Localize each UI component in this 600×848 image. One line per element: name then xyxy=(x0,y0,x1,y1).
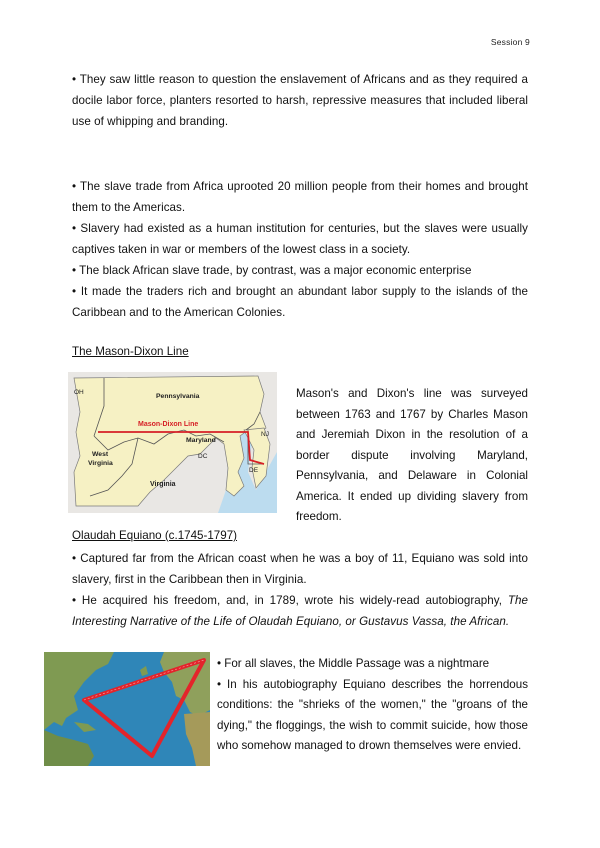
slave-trade-list xyxy=(72,176,528,323)
map-label-maryland: Maryland xyxy=(186,437,216,444)
mason-dixon-text: Mason's and Dixon's line was surveyed between 1763 and 1767 by Charles Mason and Jeremiah Dixon in the resolution of a border dispute involving Maryland, Pennsylvania, and Delaware in Colonial America. It ended up dividing slavery from freedom. xyxy=(296,387,528,523)
map-label-de: DE xyxy=(249,467,259,474)
bullet-equiano-captured: • Captured far from the African coast when he was a boy of 11, Equiano was sold into slavery, first in the Caribbean then in Virginia. xyxy=(72,552,528,586)
equiano-freedom-text: • He acquired his freedom, and, in 1789, wrote his widely-read autobiography, xyxy=(72,594,508,607)
middle-passage-text xyxy=(217,654,528,757)
bullet-equiano-conditions: • In his autobiography Equiano describes the horrendous conditions: the "shrieks of the women," the "groans of the dying," the floggings, the wish to commit suicide, how those who somehow managed to drown themselves were envied. xyxy=(217,677,528,752)
map-label-west: West xyxy=(92,451,109,458)
equiano-heading: Olaudah Equiano (c.1745-1797) xyxy=(72,529,238,542)
map-label-pennsylvania: Pennsylvania xyxy=(156,393,200,400)
bullet-economic-enterprise: • The black African slave trade, by contrast, was a major economic enterprise xyxy=(72,264,472,277)
equiano-book-title: The Interesting Narrative of the Life of Olaudah Equiano, or Gustavus Vassa, the African. xyxy=(72,594,528,628)
bullet-slavery-existed: • Slavery had existed as a human institution for centuries, but the slaves were usually captives taken in war or members of the lowest class in a society. xyxy=(72,222,528,256)
bullet-middle-passage-nightmare: • For all slaves, the Middle Passage was a nightmare xyxy=(217,657,490,670)
session-label: Session 9 xyxy=(490,37,530,47)
mason-dixon-map-image xyxy=(68,372,277,513)
map-label-oh: OH xyxy=(74,389,84,396)
mason-dixon-map xyxy=(68,372,277,513)
bullet-equiano-freedom xyxy=(72,590,528,632)
equiano-paragraphs xyxy=(72,548,528,632)
paragraph-enslavement: • They saw little reason to question the enslavement of Africans and as they required a docile labor force, planters resorted to harsh, repressive measures that included liberal use of whipping and branding. xyxy=(72,73,528,128)
map-label-virginia-wv: Virginia xyxy=(88,460,113,467)
bullet-slave-trade-uprooted: • The slave trade from Africa uprooted 20 million people from their homes and brought them to the Americas. xyxy=(72,180,528,214)
map-label-dc: DC xyxy=(198,453,208,460)
map-label-nj: NJ xyxy=(261,431,269,438)
mason-dixon-heading: The Mason-Dixon Line xyxy=(72,345,189,358)
map-label-virginia: Virginia xyxy=(150,481,176,488)
map-label-mason-dixon-line: Mason-Dixon Line xyxy=(138,421,199,428)
middle-passage-map xyxy=(44,652,210,766)
bullet-traders-rich: • It made the traders rich and brought an abundant labor supply to the islands of the Caribbean and to the American Colonies. xyxy=(72,285,528,319)
triangle-trade-map-image xyxy=(44,652,210,766)
